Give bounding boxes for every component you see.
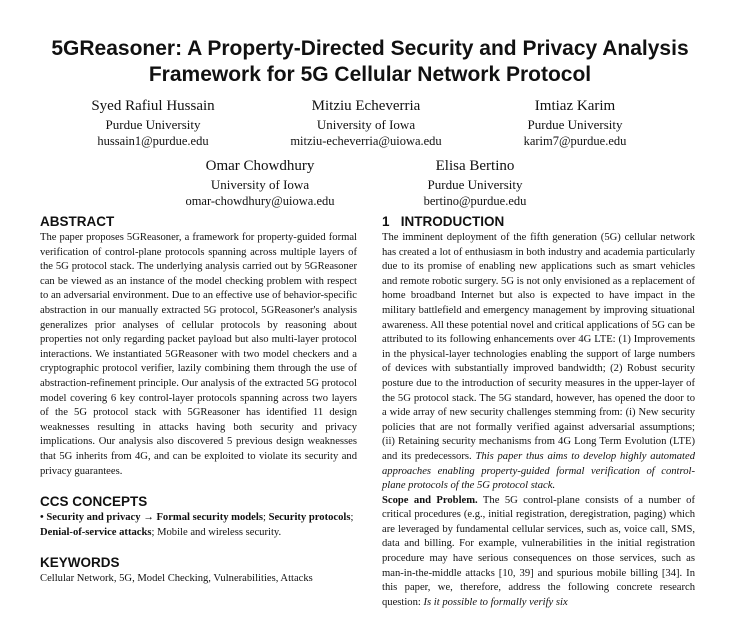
ccs-text <box>40 511 357 540</box>
abstract-heading: ABSTRACT <box>40 214 115 229</box>
ccs-separator: ; <box>350 512 354 524</box>
intro-aim-text: This paper thus aims to develop highly automated approaches enabling property-guided formal verification of control-plane protocols of the 5G protocol stack. <box>382 450 695 492</box>
ccs-bullet: • <box>40 512 44 524</box>
author-name: Syed Rafiul Hussain <box>91 98 215 114</box>
ccs-separator: ; <box>262 512 269 524</box>
author-email[interactable]: omar-chowdhury@uiowa.edu <box>185 194 335 208</box>
author-name: Imtiaz Karim <box>534 98 616 114</box>
author-name: Mitziu Echeverria <box>311 98 421 114</box>
keywords-heading: KEYWORDS <box>40 555 120 571</box>
author-block <box>390 156 560 210</box>
intro-text: The imminent deployment of the fifth generation (5G) cellular network has created a lot of enthusiasm in both industry and academia particularly due to its promise of enabling new applications such as smart vehicles and remote robotic surgery. 5G is not only envisioned as a replacement of home broadband Internet but also is expected to have impact in the military battlefield and emergency management by improving situational awareness. All these potential novel and critical applications of 5G can be attributed to its following enhancements over 4G LTE: (1) Improvements in the physical-layer technologies enabling the support of large numbers of devices with substantially improved bandwidth; (2) Robust security posture due to the introduction of security measures in the upper-layer of the 5G protocol stack. The 5G standard, however, has opened the door to a wide array of new security challenges stemming from: (i) New security policies that are not formally verified against adversarial assumptions; (ii) Retaining security mechanisms from 4G Long Term Evolution (LTE) and its predecessors. <box>382 232 695 462</box>
introduction-heading: 1 INTRODUCTION <box>382 214 505 229</box>
author-email[interactable]: mitziu-echeverria@uiowa.edu <box>290 134 442 148</box>
author-affiliation: Purdue University <box>105 117 201 132</box>
left-column <box>40 213 357 587</box>
title-line-2: Framework for 5G Cellular Network Protocol <box>148 63 592 86</box>
right-column <box>382 213 695 610</box>
author-affiliation: Purdue University <box>527 117 623 132</box>
research-question-text: Is it possible to formally verify six <box>423 596 568 608</box>
author-block <box>165 156 355 210</box>
scope-text: The 5G control-plane consists of a number of critical procedures (e.g., initial registration, deregistration, paging) which are leveraged by fundamental cellular services, such as, voice call, SMS, data and billing. For example, vulnerabilities in the initial registration procedure may have serious consequences on those services, such as man-in-the-middle attacks [10, 39] and spurious mobile billing [34]. In this paper, we, therefore, address the following concrete research question: <box>382 494 696 608</box>
author-block <box>490 96 660 150</box>
title-line-1: 5GReasoner: A Property-Directed Security and Privacy Analysis <box>51 37 689 60</box>
arrow-icon: → <box>143 512 154 524</box>
author-email[interactable]: karim7@purdue.edu <box>523 134 627 148</box>
author-block <box>58 96 248 150</box>
ccs-term: Denial-of-service attacks <box>40 526 152 538</box>
ccs-term: Security and privacy <box>46 512 141 524</box>
author-email[interactable]: hussain1@purdue.edu <box>97 134 209 148</box>
keywords-text: Cellular Network, 5G, Model Checking, Vulnerabilities, Attacks <box>40 573 313 585</box>
ccs-term: Formal security models <box>156 512 263 524</box>
author-name: Elisa Bertino <box>435 158 515 174</box>
ccs-term: ; Mobile and wireless security. <box>151 526 282 538</box>
author-name: Omar Chowdhury <box>205 158 315 174</box>
abstract-text: The paper proposes 5GReasoner, a framework for property-guided formal verification of control-plane protocols spanning across multiple layers of the 5G protocol stack. The underlying analysis carried out by 5GReasoner can be viewed as an instance of the model checking problem with respect to an adversarial environment. Due to an effective use of behavior-specific abstraction in our manually extracted 5G protocol, 5GReasoner's analysis generalizes prior analyses of cellular protocols by reasoning about properties not only regarding packet payload but also multi-layer protocol interactions. We instantiated 5GReasoner with two model checkers and a cryptographic protocol verifier, lazily combining them through the use of abstraction-refinement principle. Our analysis of the extracted 5G protocol model covering 6 key control-layer protocols spanning across two layers of the 5G protocol stack with 5GReasoner has identified 11 design weaknesses resulting in attacks having both security and privacy implications. Our analysis also discovered 5 previous design weaknesses that 5G inherits from 4G, and can be exploited to violate its security and privacy guarantees. <box>40 232 357 477</box>
ccs-term: Security protocols <box>268 512 351 524</box>
scope-paragraph <box>382 494 695 611</box>
paper-title <box>10 36 730 88</box>
author-block <box>268 96 464 150</box>
author-affiliation: Purdue University <box>427 177 523 192</box>
author-affiliation: University of Iowa <box>210 177 310 192</box>
intro-paragraph <box>382 231 695 494</box>
author-affiliation: University of Iowa <box>316 117 416 132</box>
author-email[interactable]: bertino@purdue.edu <box>423 194 527 208</box>
ccs-heading: CCS CONCEPTS <box>40 494 148 510</box>
scope-label: Scope and Problem. <box>382 494 478 506</box>
